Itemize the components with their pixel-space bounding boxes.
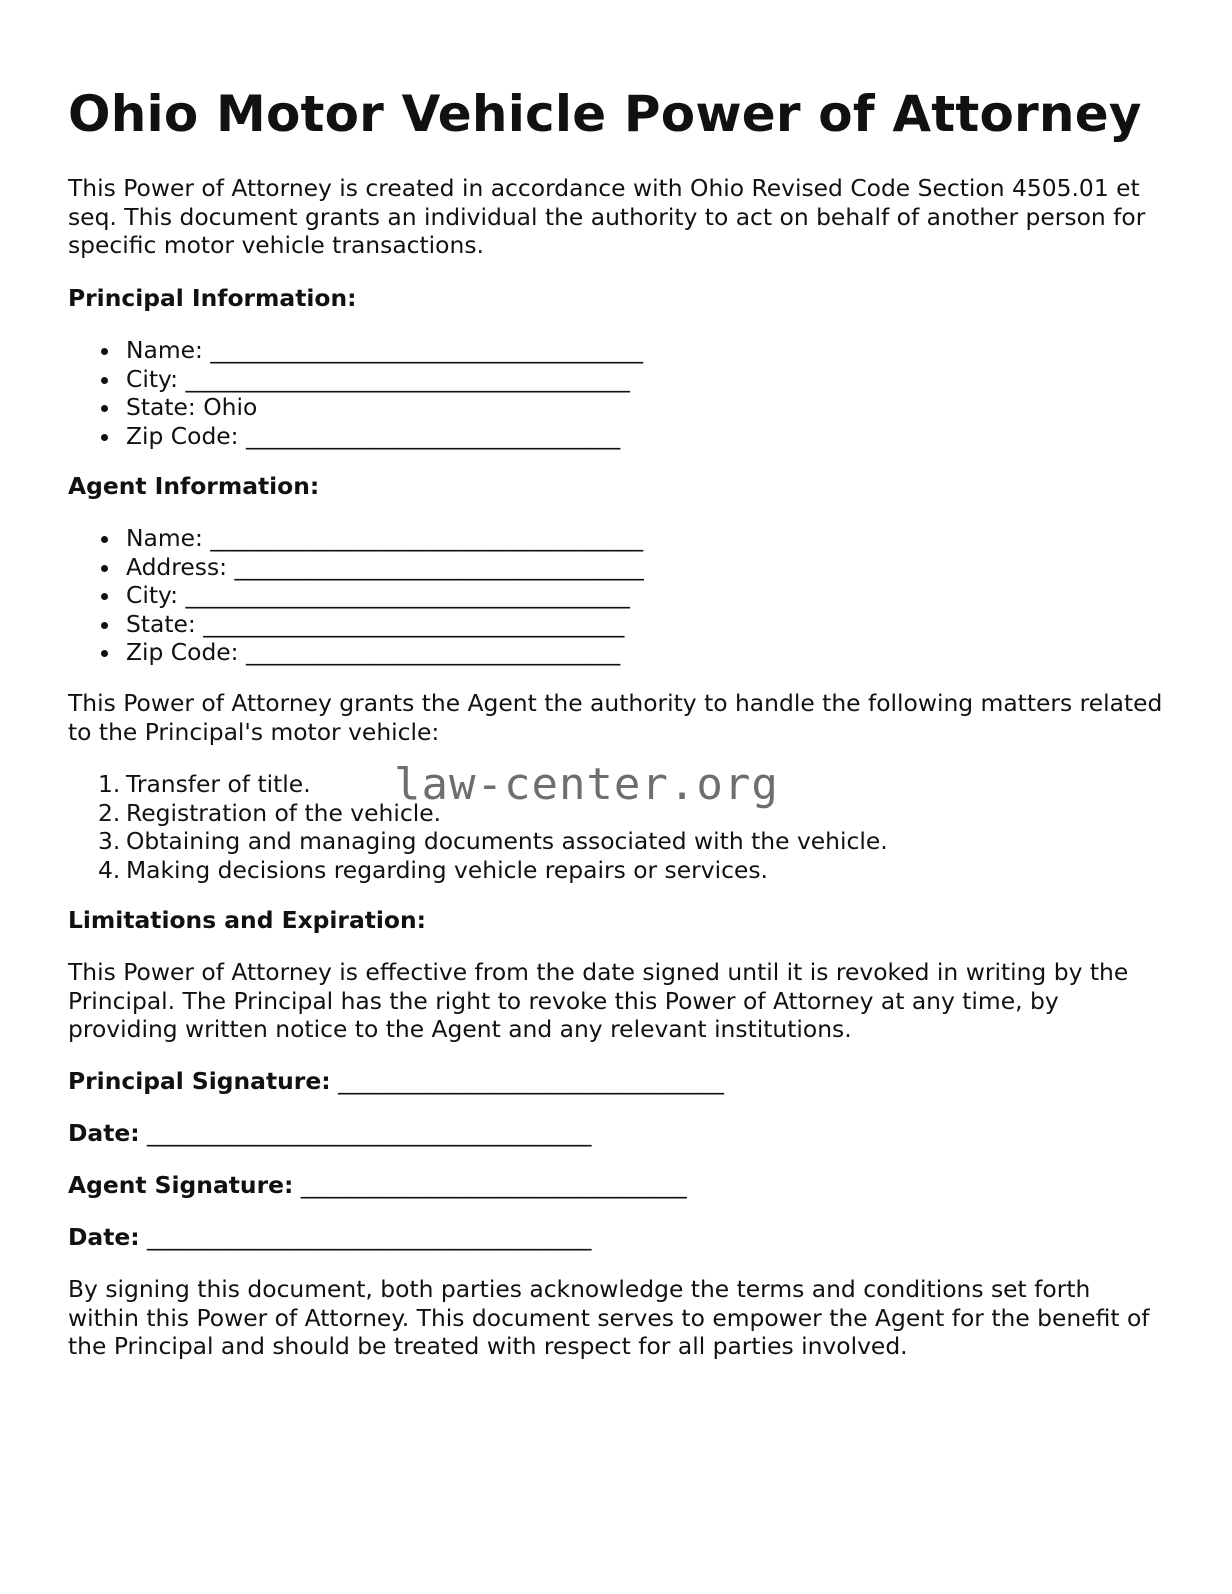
document-title: Ohio Motor Vehicle Power of Attorney <box>68 85 1142 143</box>
principal-date-line <box>68 1119 591 1148</box>
principal-signature-blank: _________________________________ <box>330 1067 724 1095</box>
limitations-heading: Limitations and Expiration: <box>68 906 427 934</box>
principal-state-field: State: Ohio <box>68 393 643 422</box>
item-text: Obtaining and managing documents associated with the vehicle. <box>126 827 888 855</box>
agent-zip-field: Zip Code: ________________________________ <box>68 638 644 667</box>
principal-heading: Principal Information: <box>68 284 357 312</box>
agent-address-field: Address: ___________________________________ <box>68 553 644 582</box>
agent-signature-blank: _________________________________ <box>293 1171 687 1199</box>
principal-fields <box>68 336 643 450</box>
item-text: Registration of the vehicle. <box>126 798 442 827</box>
principal-zip-field: Zip Code: ________________________________ <box>68 422 643 451</box>
item-text: Making decisions regarding vehicle repairs or services. <box>126 855 768 884</box>
item-text: Transfer of title. <box>126 770 311 798</box>
principal-date-blank: ______________________________________ <box>139 1119 592 1147</box>
watermark-text: law-center.org <box>394 759 779 810</box>
authority-paragraph: This Power of Attorney grants the Agent the authority to handle the following matters related to the Principal's motor vehicle: <box>68 689 1163 746</box>
item-number: 2. <box>98 798 121 827</box>
principal-city-field: City: ______________________________________ <box>68 365 643 394</box>
agent-state-field: State: ____________________________________ <box>68 610 644 639</box>
intro-paragraph: This Power of Attorney is created in accordance with Ohio Revised Code Section 4505.01 et seq. This document grants an individual the authority to act on behalf of another person for specific motor vehicle transactions. <box>68 174 1146 259</box>
agent-city-field: City: ______________________________________ <box>68 581 644 610</box>
agent-date-blank: ______________________________________ <box>139 1223 592 1251</box>
item-number: 3. <box>98 827 121 855</box>
agent-signature-line <box>68 1171 687 1200</box>
authority-item <box>68 827 888 856</box>
principal-name-field: Name: _____________________________________ <box>68 336 643 365</box>
agent-name-field: Name: _____________________________________ <box>68 524 644 553</box>
item-number: 1. <box>98 770 121 798</box>
principal-date-label: Date: <box>68 1119 140 1147</box>
limitations-paragraph: This Power of Attorney is effective from the date signed until it is revoked in writing by the Principal. The Principal has the right to revoke this Power of Attorney at any time, by providing written notice to the Agent and any relevant institutions. <box>68 958 1129 1043</box>
closing-paragraph: By signing this document, both parties acknowledge the terms and conditions set forth within this Power of Attorney. This document serves to empower the Agent for the benefit of the Principal and should be treated with respect for all parties involved. <box>68 1275 1150 1360</box>
principal-signature-line <box>68 1067 724 1096</box>
authority-item <box>68 856 888 885</box>
agent-fields <box>68 524 644 667</box>
agent-signature-label: Agent Signature: <box>68 1171 294 1199</box>
item-number: 4. <box>98 855 121 884</box>
principal-signature-label: Principal Signature: <box>68 1067 331 1095</box>
agent-date-line <box>68 1223 591 1252</box>
agent-date-label: Date: <box>68 1223 140 1251</box>
agent-heading: Agent Information: <box>68 472 320 500</box>
